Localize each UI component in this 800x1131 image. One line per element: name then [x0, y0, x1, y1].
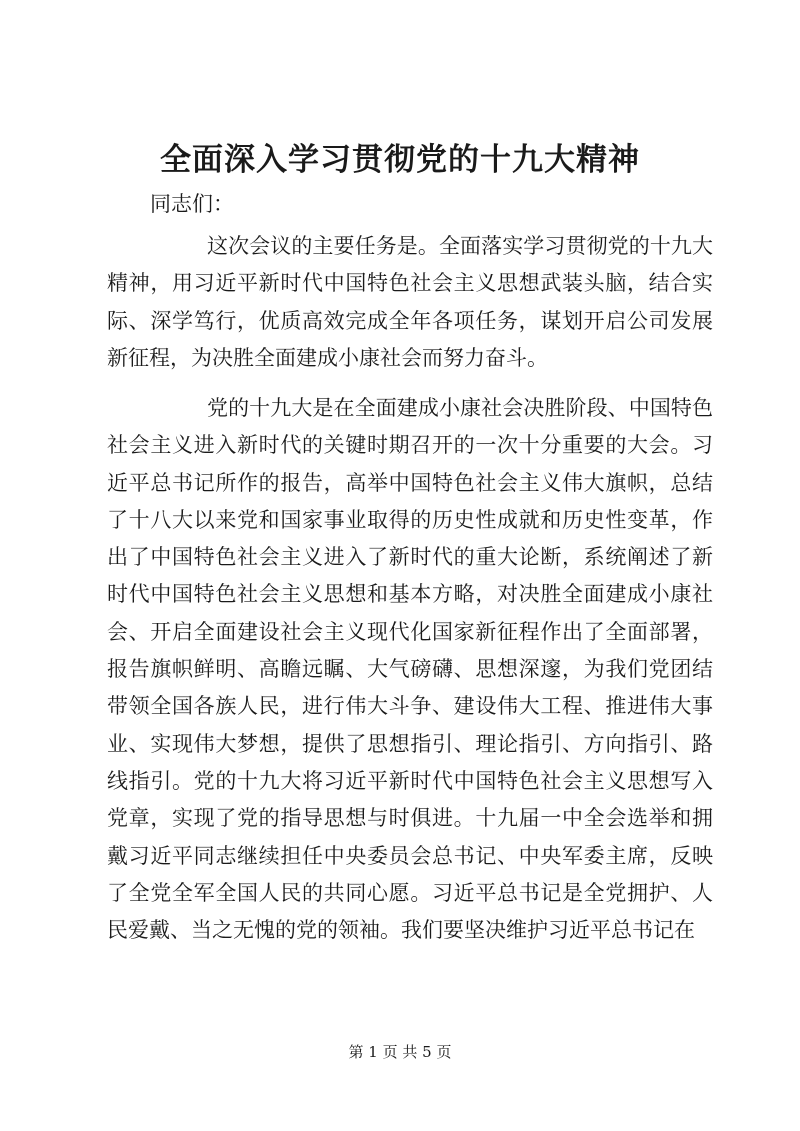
- page-number-footer: 第 1 页 共 5 页: [348, 1043, 452, 1061]
- paragraph-1: 这次会议的主要任务是。全面落实学习贯彻党的十九大精神，用习近平新时代中国特色社会主义思想武装头脑，结合实际、深学笃行，优质高效完成全年各项任务，谋划开启公司发展新征程，为决胜全面建成小康社会而努力奋斗。: [107, 234, 713, 370]
- paragraph-2: 党的十九大是在全面建成小康社会决胜阶段、中国特色社会主义进入新时代的关键时期召开的一次十分重要的大会。习近平总书记所作的报告，高举中国特色社会主义伟大旗帜，总结了十八大以来党和国家事业取得的历史性成就和历史性变革，作出了中国特色社会主义进入了新时代的重大论断，系统阐述了新时代中国特色社会主义思想和基本方略，对决胜全面建成小康社会、开启全面建设社会主义现代化国家新征程作出了全面部署，报告旗帜鲜明、高瞻远瞩、大气磅礴、思想深邃，为我们党团结带领全国各族人民，进行伟大斗争、建设伟大工程、推进伟大事业、实现伟大梦想，提供了思想指引、理论指引、方向指引、路线指引。党的十九大将习近平新时代中国特色社会主义思想写入党章，实现了党的指导思想与时俱进。十九届一中全会选举和拥戴习近平同志继续担任中央委员会总书记、中央军委主席，反映了全党全军全国人民的共同心愿。习近平总书记是全党拥护、人民爱戴、当之无愧的党的领袖。我们要坚决维护习近平总书记在: [107, 396, 713, 943]
- page-title: 全面深入学习贯彻党的十九大精神: [160, 142, 640, 178]
- salutation: 同志们：: [150, 192, 234, 216]
